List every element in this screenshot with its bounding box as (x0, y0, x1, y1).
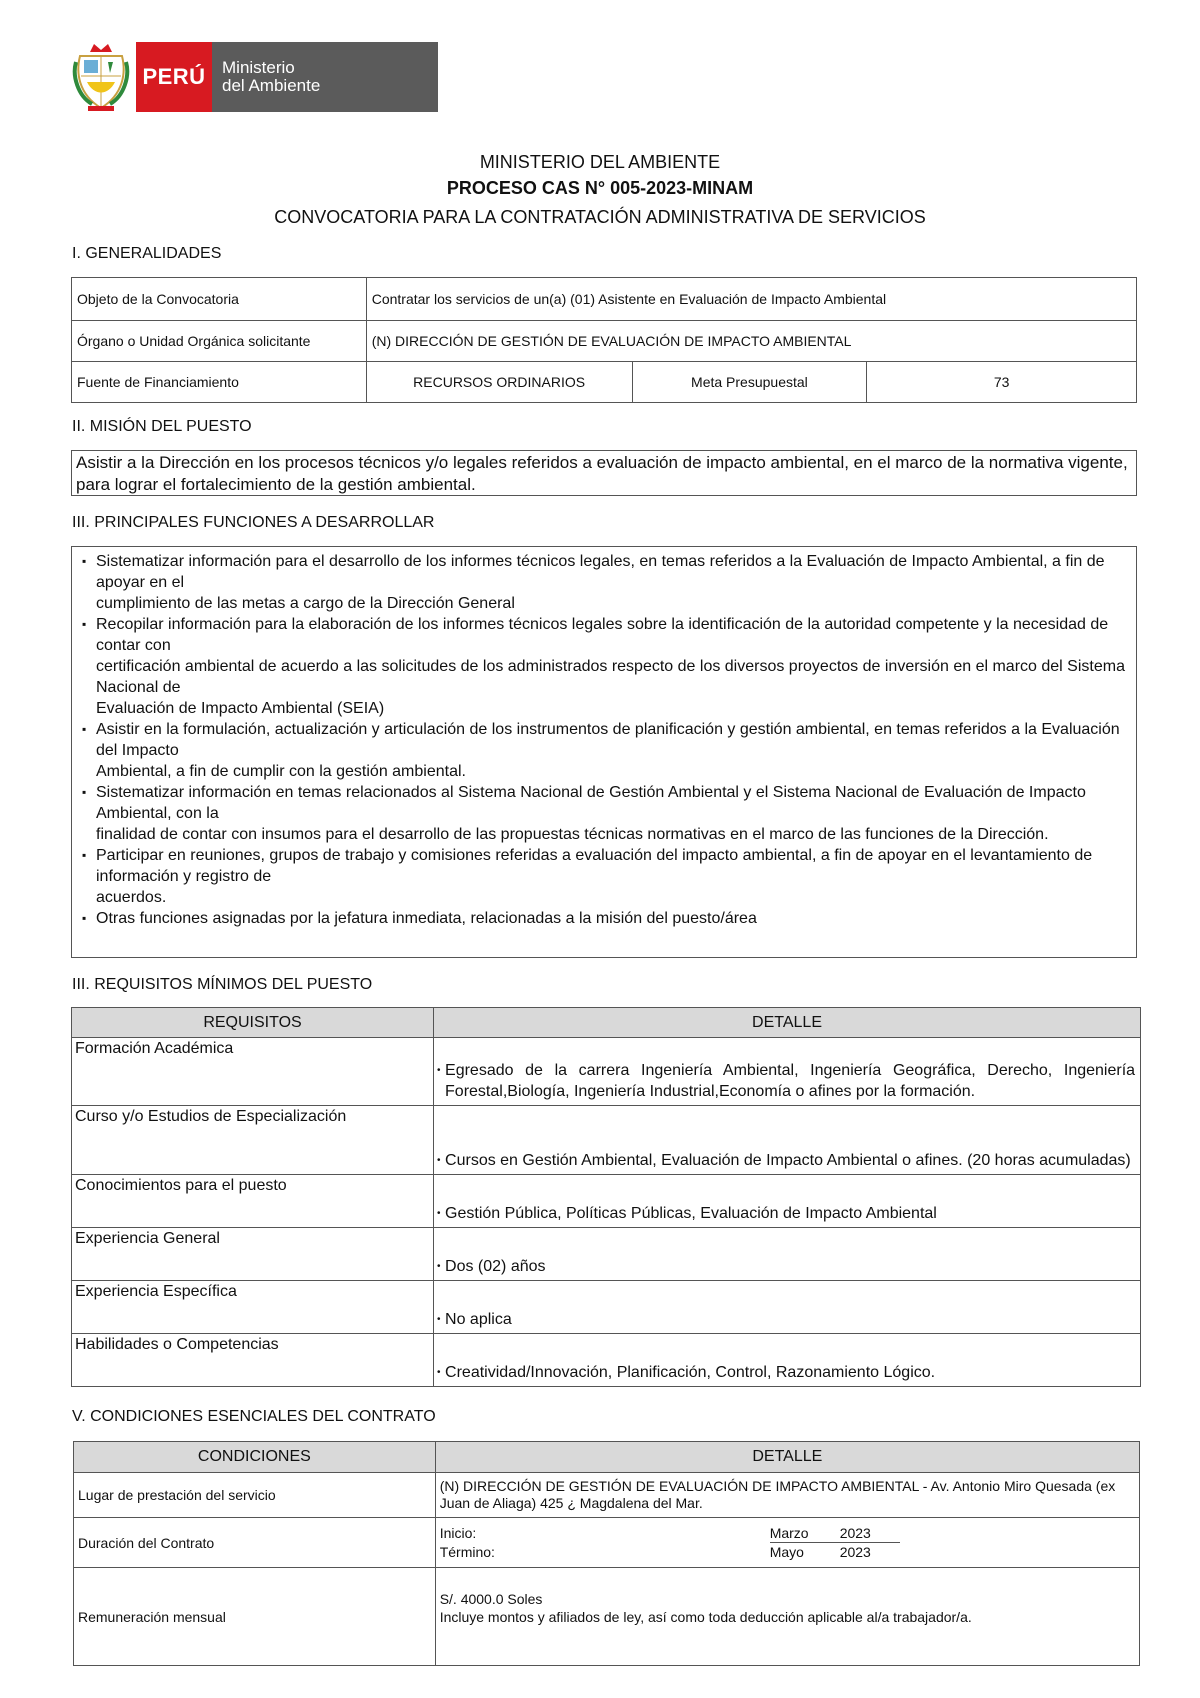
duracion-dates (440, 1524, 1135, 1561)
req-detail-text: No aplica (445, 1311, 512, 1328)
meta-value: 73 (867, 362, 1137, 403)
funcion-item-line: finalidad de contar con insumos para el desarrollo de las propuestas técnicas normativas en el marco de las funciones de la Dirección. (96, 826, 1049, 843)
funcion-item-line: ▪ Sistematizar información para el desarrollo de los informes técnicos legales, en temas referidos a la Evaluación de Impacto Ambiental, a fin de apoyar en el (96, 553, 1105, 591)
funcion-item-line: ▪ Otras funciones asignadas por la jefatura inmediata, relacionadas a la misión del puesto/área (96, 910, 757, 927)
funcion-item-line: cumplimiento de las metas a cargo de la Dirección General (96, 595, 515, 612)
inicio-anio: 2023 (840, 1524, 900, 1543)
funcion-item-line: certificación ambiental de acuerdo a las solicitudes de los administrados respecto de los diversos proyectos de inversión en el marco del Sistema Nacional de (96, 658, 1125, 696)
logo-ministry-label (212, 42, 438, 112)
ministry-title: MINISTERIO DEL AMBIENTE (479, 152, 721, 172)
condiciones-col-header: CONDICIONES (74, 1442, 436, 1473)
generalidades-table (71, 277, 1137, 403)
logo-ministry-line1: Ministerio (222, 58, 295, 77)
fuente-label: Fuente de Financiamiento (72, 362, 367, 403)
process-title: PROCESO CAS N° 005-2023-MINAM (446, 178, 754, 198)
req-detail: • Cursos en Gestión Ambiental, Evaluación de Impacto Ambiental o afines. (20 horas acumuladas) (434, 1106, 1141, 1175)
peru-coat-of-arms-icon (72, 42, 130, 112)
table-row (72, 278, 1137, 321)
inicio-mes: Marzo (770, 1524, 840, 1543)
funcion-item-line: ▪ Participar en reuniones, grupos de trabajo y comisiones referidas a evaluación del impacto ambiental, a fin de apoyar en el levantamiento de información y registro de (96, 847, 1093, 885)
lugar-label: Lugar de prestación del servicio (74, 1473, 436, 1518)
section-heading-mision: II. MISIÓN DEL PUESTO (72, 418, 252, 435)
requisitos-table (71, 1007, 1141, 1387)
req-label: Habilidades o Competencias (72, 1334, 434, 1387)
funcion-item (82, 908, 1126, 929)
req-detail: • Creatividad/Innovación, Planificación, Control, Razonamiento Lógico. (434, 1334, 1141, 1387)
meta-label: Meta Presupuestal (632, 362, 867, 403)
section-heading-requisitos: III. REQUISITOS MÍNIMOS DEL PUESTO (72, 976, 373, 993)
table-row (72, 1228, 1141, 1281)
duracion-label: Duración del Contrato (74, 1518, 436, 1568)
funcion-item-line: ▪ Asistir en la formulación, actualización y articulación de los instrumentos de planificación y gestión ambiental, en temas referidos a la Evaluación del Impacto (96, 721, 1120, 759)
logo-ministry-line2: del Ambiente (222, 76, 321, 95)
remuneracion-value: S/. 4000.0 Soles (439, 1591, 543, 1607)
req-detail-text: Gestión Pública, Políticas Públicas, Evaluación de Impacto Ambiental (445, 1205, 937, 1222)
table-header-row (72, 1008, 1141, 1038)
logo-peru-label: PERÚ (136, 42, 212, 112)
funcion-item-line: ▪ Sistematizar información en temas relacionados al Sistema Nacional de Gestión Ambiental y el Sistema Nacional de Evaluación de Impacto Ambiental, con la (96, 784, 1086, 822)
termino-anio: 2023 (839, 1544, 871, 1560)
table-row (74, 1518, 1140, 1568)
table-row (72, 1175, 1141, 1228)
remuneracion-note: Incluye montos y afiliados de ley, así como toda deducción aplicable al/a trabajador/a. (439, 1609, 972, 1625)
table-row (74, 1568, 1140, 1666)
funcion-item-line: Ambiental, a fin de cumplir con la gestión ambiental. (96, 763, 466, 780)
table-row (72, 362, 1137, 403)
termino-row (440, 1543, 1135, 1562)
table-row (72, 1038, 1141, 1106)
objeto-label: Objeto de la Convocatoria (72, 278, 367, 321)
req-detail-text: Cursos en Gestión Ambiental, Evaluación de Impacto Ambiental o afines. (20 horas acumuladas) (445, 1152, 1131, 1169)
req-detail: • No aplica (434, 1281, 1141, 1334)
table-header-row (74, 1442, 1140, 1473)
remuneracion-detail (435, 1568, 1139, 1666)
section-heading-condiciones: V. CONDICIONES ESENCIALES DEL CONTRATO (72, 1408, 436, 1425)
req-label: Formación Académica (72, 1038, 434, 1106)
minam-logo (72, 42, 438, 112)
funcion-item (82, 845, 1126, 908)
termino-mes: Mayo (769, 1544, 804, 1560)
lugar-value: (N) DIRECCIÓN DE GESTIÓN DE EVALUACIÓN DE IMPACTO AMBIENTAL - Av. Antonio Miro Quesada (ex Juan de Aliaga) 425 ¿ Magdalena del Mar. (435, 1473, 1139, 1518)
inicio-label: Inicio: (439, 1525, 477, 1542)
table-row (72, 1334, 1141, 1387)
duracion-detail (435, 1518, 1139, 1568)
req-label: Curso y/o Estudios de Especialización (72, 1106, 434, 1175)
funcion-item-line: Evaluación de Impacto Ambiental (SEIA) (96, 700, 385, 717)
convocatoria-title: CONVOCATORIA PARA LA CONTRATACIÓN ADMINISTRATIVA DE SERVICIOS (274, 207, 926, 227)
objeto-value: Contratar los servicios de un(a) (01) Asistente en Evaluación de Impacto Ambiental (366, 278, 1136, 321)
termino-label: Término: (439, 1543, 495, 1560)
req-label: Conocimientos para el puesto (72, 1175, 434, 1228)
req-detail: • Dos (02) años (434, 1228, 1141, 1281)
req-detail: • Gestión Pública, Políticas Públicas, Evaluación de Impacto Ambiental (434, 1175, 1141, 1228)
req-detail-text: Creatividad/Innovación, Planificación, Control, Razonamiento Lógico. (445, 1364, 936, 1381)
table-row (72, 1281, 1141, 1334)
req-label: Experiencia Específica (72, 1281, 434, 1334)
organo-value: (N) DIRECCIÓN DE GESTIÓN DE EVALUACIÓN DE IMPACTO AMBIENTAL (366, 321, 1136, 362)
fuente-value: RECURSOS ORDINARIOS (366, 362, 632, 403)
funcion-item (82, 719, 1126, 782)
table-row (72, 1106, 1141, 1175)
req-detail: • Egresado de la carrera Ingeniería Ambiental, Ingeniería Geográfica, Derecho, Ingeniería Forestal,Biología, Ingeniería Industrial,Economía o afines por la formación. (434, 1038, 1141, 1106)
detalle-col-header: DETALLE (435, 1442, 1139, 1473)
section-heading-funciones: III. PRINCIPALES FUNCIONES A DESARROLLAR (72, 514, 435, 531)
table-row (74, 1473, 1140, 1518)
remuneracion-label: Remuneración mensual (74, 1568, 436, 1666)
req-detail-text: Egresado de la carrera Ingeniería Ambiental, Ingeniería Geográfica, Derecho, Ingeniería Forestal,Biología, Ingeniería Industrial,Economía o afines por la formación. (445, 1062, 1136, 1100)
funcion-item (82, 614, 1126, 719)
table-row (72, 321, 1137, 362)
inicio-row (440, 1524, 1135, 1543)
funcion-item (82, 551, 1126, 614)
req-label: Experiencia General (72, 1228, 434, 1281)
funcion-item-line: acuerdos. (96, 889, 167, 906)
funcion-item-line: ▪ Recopilar información para la elaboración de los informes técnicos legales sobre la identificación de la autoridad competente y la necesidad de contar con (96, 616, 1109, 654)
mision-text: Asistir a la Dirección en los procesos técnicos y/o legales referidos a evaluación de impacto ambiental, en el marco de la normativa vigente, para lograr el fortalecimiento de la gestión ambiental. (71, 450, 1137, 496)
funciones-list (82, 551, 1128, 929)
funcion-item (82, 782, 1126, 845)
funciones-box (71, 546, 1137, 958)
req-detail-text: Dos (02) años (445, 1258, 546, 1275)
detalle-col-header: DETALLE (434, 1008, 1141, 1038)
requisitos-col-header: REQUISITOS (72, 1008, 434, 1038)
condiciones-table (73, 1441, 1140, 1666)
organo-label: Órgano o Unidad Orgánica solicitante (72, 321, 367, 362)
section-heading-generalidades: I. GENERALIDADES (72, 245, 222, 262)
